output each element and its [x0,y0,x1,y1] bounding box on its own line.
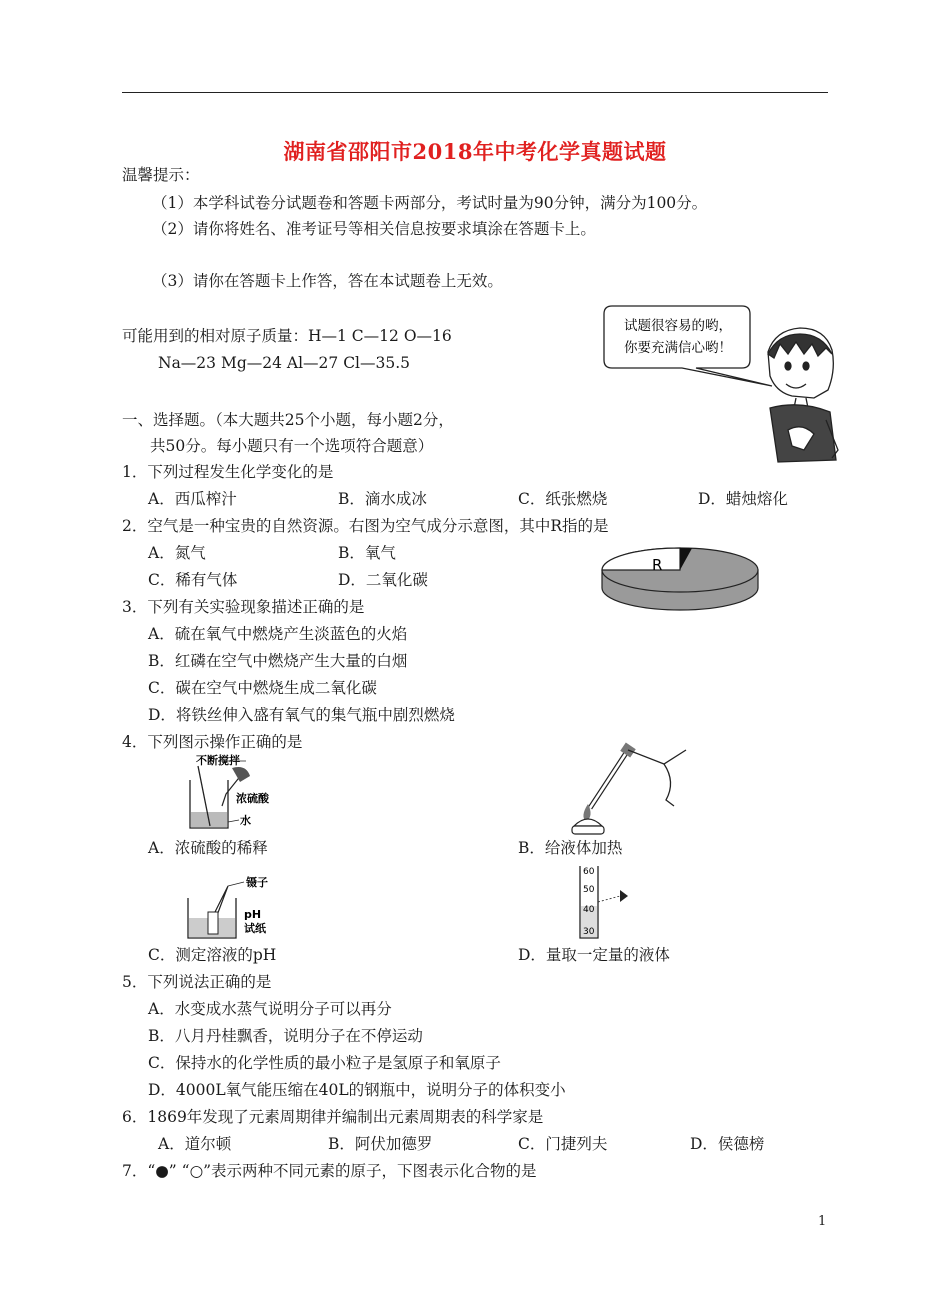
cylinder-tick: 60 [583,867,595,877]
option: D．将铁丝伸入盛有氧气的集气瓶中剧烈燃烧 [148,706,455,724]
question-stem: 1．下列过程发生化学变化的是 [122,463,334,481]
atomic-mass-line: Na—23 Mg—24 Al—27 Cl—35.5 [158,354,411,372]
tip-item: （3）请你在答题卡上作答，答在本试题卷上无效。 [152,272,503,290]
figure-label: 试纸 [244,922,266,935]
cylinder-tick: 50 [583,885,595,895]
figure-label: 不断搅拌 [196,754,240,767]
header-rule [122,92,828,93]
air-composition-pie [598,544,762,616]
question-stem: 7．“●” “○”表示两种不同元素的原子，下图表示化合物的是 [122,1162,537,1180]
option: C．碳在空气中燃烧生成二氧化碳 [148,679,377,697]
option: A．氮气 [148,544,206,562]
tips-heading: 温馨提示： [122,166,200,184]
option: A．水变成水蒸气说明分子可以再分 [148,1000,392,1018]
option: B．氧气 [338,544,396,562]
bubble-line: 你要充满信心哟！ [624,340,732,356]
figure-label: 浓硫酸 [236,792,269,805]
option: C．测定溶液的pH [148,946,277,964]
option: A．硫在氧气中燃烧产生淡蓝色的火焰 [148,625,408,643]
option: B．滴水成冰 [338,490,427,508]
figure-graduated-cylinder [572,862,642,942]
figure-heating-liquid [568,742,698,838]
option: A．浓硫酸的稀释 [148,839,268,857]
page-number: 1 [818,1214,827,1229]
option: A．西瓜榨汁 [148,490,237,508]
option: D．侯德榜 [690,1135,765,1153]
page-title: 湖南省邵阳市2018年中考化学真题试题 [283,139,667,164]
question-stem: 3．下列有关实验现象描述正确的是 [122,598,365,616]
option: D．量取一定量的液体 [518,946,670,964]
option: D．4000L氧气能压缩在40L的钢瓶中，说明分子的体积变小 [148,1081,566,1099]
option: C．稀有气体 [148,571,238,589]
figure-label: 水 [240,814,251,827]
question-stem: 5．下列说法正确的是 [122,973,272,991]
option: D．蜡烛熔化 [698,490,788,508]
cylinder-tick: 30 [583,927,595,937]
pie-label: R [652,556,663,574]
option: B．八月丹桂飘香，说明分子在不停运动 [148,1027,423,1045]
cylinder-tick: 40 [583,905,595,915]
atomic-mass-line: 可能用到的相对原子质量：H—1 C—12 O—16 [122,327,452,345]
option: A．道尔顿 [158,1135,232,1153]
option: B．给液体加热 [518,839,623,857]
figure-acid-dilution [184,752,294,832]
question-stem: 2．空气是一种宝贵的自然资源。右图为空气成分示意图，其中R指的是 [122,517,609,535]
question-stem: 6．1869年发现了元素周期律并编制出元素周期表的科学家是 [122,1108,544,1126]
question-stem: 4．下列图示操作正确的是 [122,733,303,751]
option: C．纸张燃烧 [518,490,608,508]
option: B．阿伏加德罗 [328,1135,433,1153]
figure-ph-test [184,872,294,942]
figure-label: pH [244,908,262,921]
section-heading: 共50分。每小题只有一个选项符合题意） [150,437,434,455]
figure-label: 镊子 [246,876,268,889]
eye-icon [620,890,628,902]
option: C．门捷列夫 [518,1135,608,1153]
option: D．二氧化碳 [338,571,428,589]
section-heading: 一、选择题。（本大题共25个小题，每小题2分， [122,411,454,429]
tip-item: （2）请你将姓名、准考证号等相关信息按要求填涂在答题卡上。 [152,220,596,238]
bubble-line: 试题很容易的哟， [624,318,732,334]
option: C．保持水的化学性质的最小粒子是氢原子和氧原子 [148,1054,501,1072]
option: B．红磷在空气中燃烧产生大量的白烟 [148,652,408,670]
tip-item: （1）本学科试卷分试题卷和答题卡两部分，考试时量为90分钟，满分为100分。 [152,194,708,212]
boy-figure [768,328,838,462]
pie-slice-r [602,548,680,570]
cartoon-encouragement [600,300,840,470]
